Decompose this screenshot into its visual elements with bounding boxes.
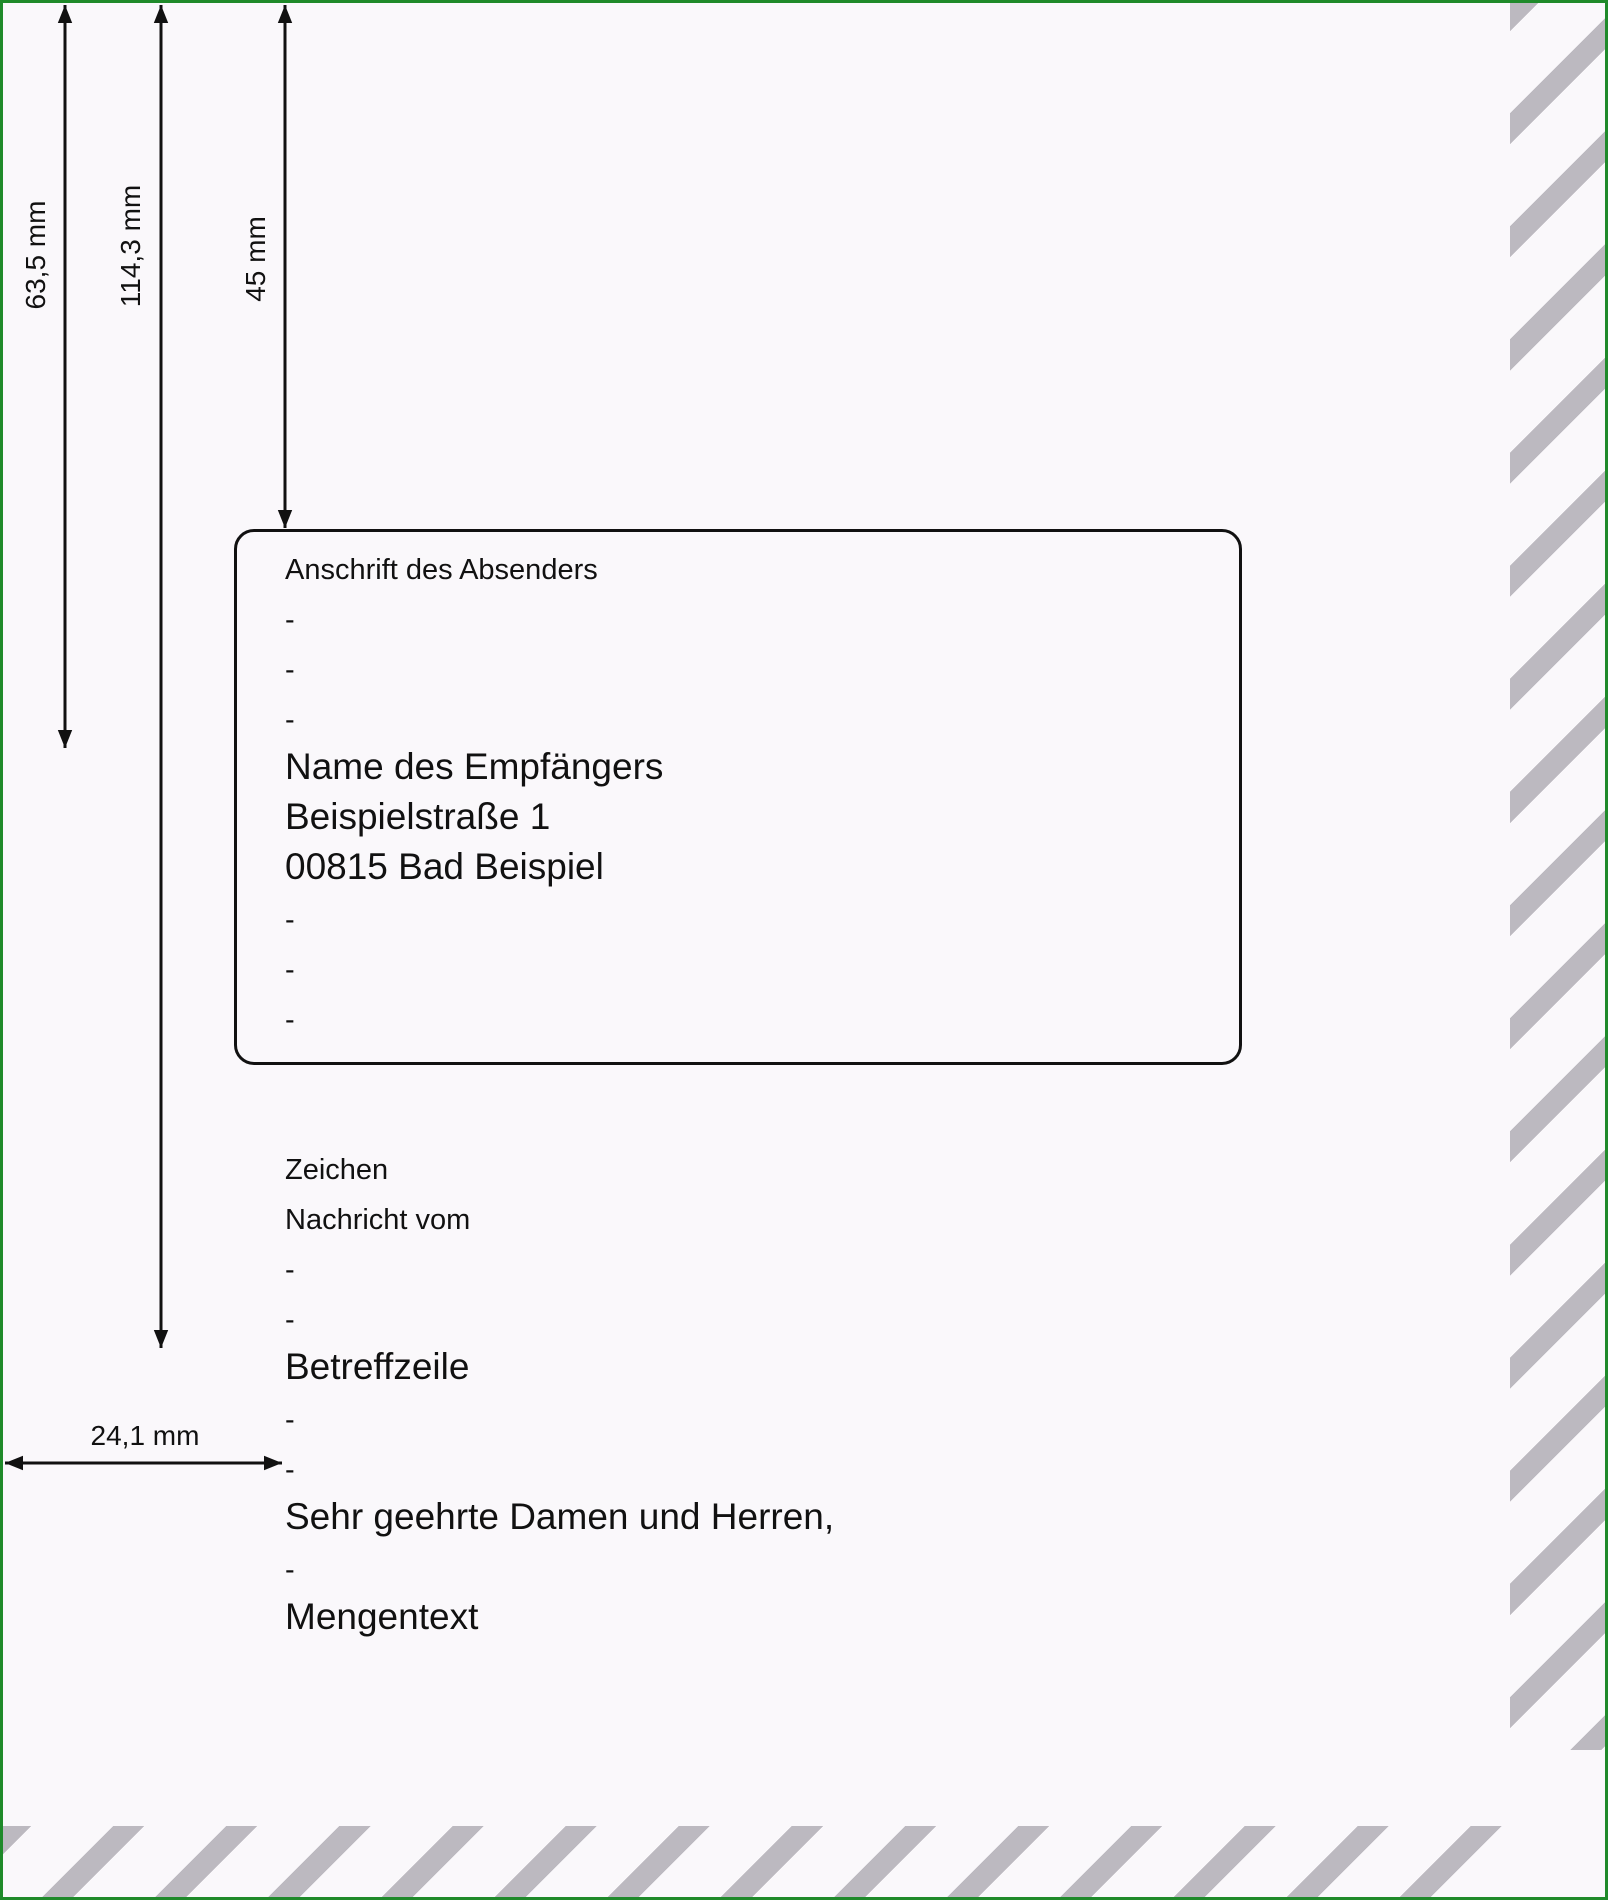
body-text: Mengentext — [285, 1596, 479, 1637]
subject-line: Betreffzeile — [285, 1346, 470, 1387]
reference-label: Zeichen — [285, 1154, 389, 1186]
body-blank-line-5: - — [285, 1554, 295, 1586]
recipient-street: Beispielstraße 1 — [285, 796, 551, 837]
dimension-label-63-5: 63,5 mm — [20, 200, 51, 310]
dimension-label-24-1: 24,1 mm — [90, 1420, 200, 1451]
dimension-label-45: 45 mm — [240, 216, 271, 302]
window-blank-line-3: - — [285, 704, 295, 736]
window-blank-line-4: - — [285, 904, 295, 936]
salutation: Sehr geehrte Damen und Herren, — [285, 1496, 835, 1537]
body-blank-line-4: - — [285, 1454, 295, 1486]
window-blank-line-2: - — [285, 654, 295, 686]
body-blank-line-1: - — [285, 1254, 295, 1286]
body-blank-line-3: - — [285, 1404, 295, 1436]
recipient-name: Name des Empfängers — [285, 746, 664, 787]
sender-label: Anschrift des Absenders — [285, 554, 598, 586]
body-blank-line-2: - — [285, 1304, 295, 1336]
message-date-label: Nachricht vom — [285, 1204, 471, 1236]
window-blank-line-5: - — [285, 954, 295, 986]
recipient-city: 00815 Bad Beispiel — [285, 846, 604, 887]
window-blank-line-6: - — [285, 1004, 295, 1036]
dimension-label-114-3: 114,3 mm — [115, 184, 146, 308]
window-blank-line-1: - — [285, 604, 295, 636]
